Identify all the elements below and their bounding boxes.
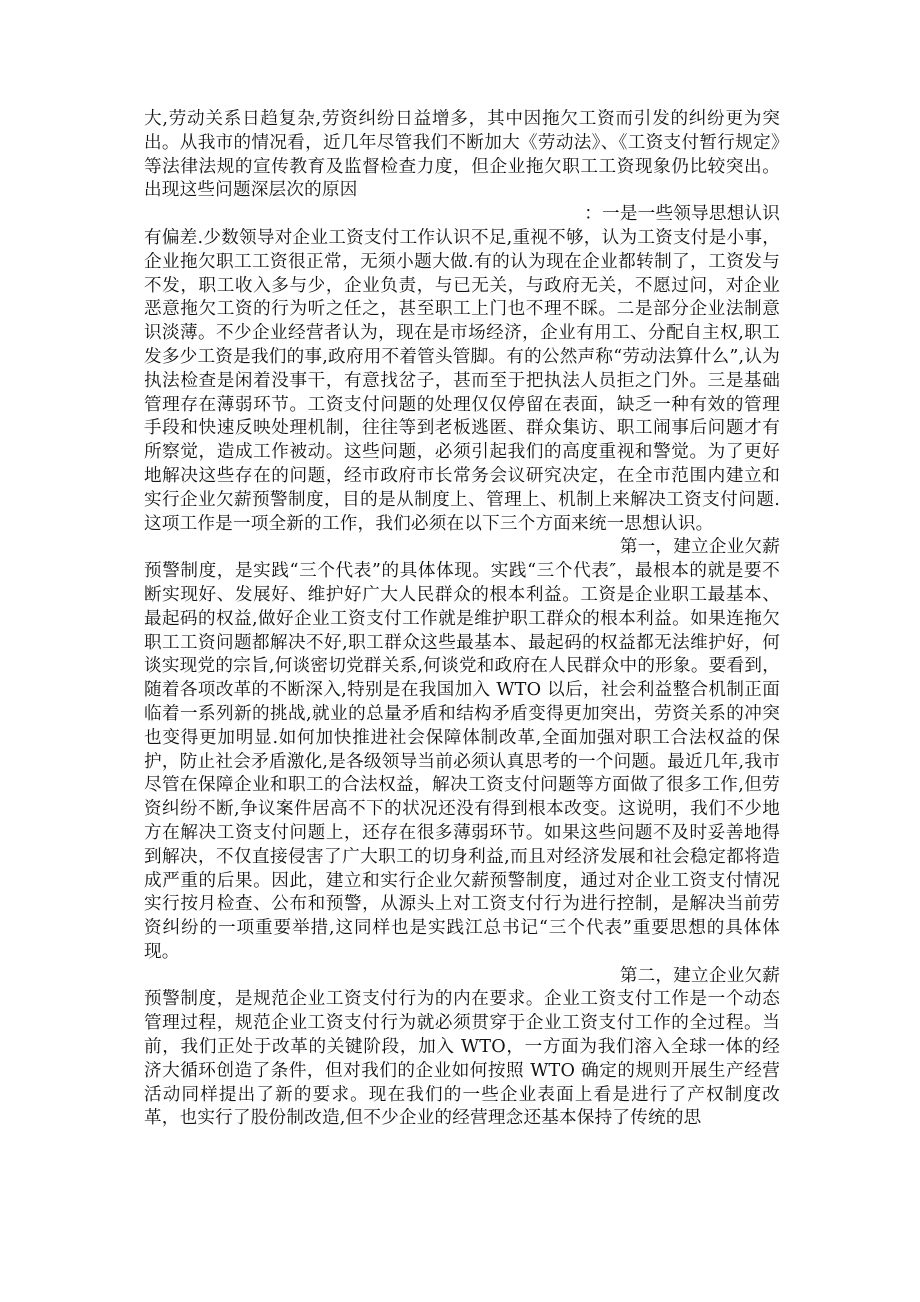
- paragraph-first-point: [144, 536, 780, 964]
- paragraph-causes-text: 有偏差.少数领导对企业工资支付工作认识不足,重视不够，认为工资支付是小事，企业拖欠职工工资很正常，无须小题大做.有的认为现在企业都转制了，工资发与不发，职工收入多与少，企业负责，与已无关，与政府无关，不愿过问，对企业恶意拖欠工资的行为听之任之，甚至职工上门也不理不睬。二是部分企业法制意识淡薄。不少企业经营者认为，现在是市场经济，企业有用工、分配自主权,职工发多少工资是我们的事,政府用不着管头管脚。有的公然声称“劳动法算什么”,认为执法检查是闲着没事干，有意找岔子，甚而至于把执法人员拒之门外。三是基础管理存在薄弱环节。工资支付问题的处理仅仅停留在表面，缺乏一种有效的管理手段和快速反映处理机制，往往等到老板逃匿、群众集访、职工闹事后问题才有所察觉，造成工作被动。这些问题，必须引起我们的高度重视和警觉。为了更好地解决这些存在的问题，经市政府市长常务会议研究决定，在全市范围内建立和实行企业欠薪预警制度，目的是从制度上、管理上、机制上来解决工资支付问题.这项工作是一项全新的工作，我们必须在以下三个方面来统一思想认识。: [144, 227, 780, 534]
- paragraph-second-point-lead: 第二，建立企业欠薪: [619, 965, 780, 986]
- paragraph-first-point-lead: 第一，建立企业欠薪: [619, 537, 780, 558]
- paragraph-intro-text: 大,劳动关系日趋复杂,劳资纠纷日益增多，其中因拖欠工资而引发的纠纷更为突出。从我市的情况看，近几年尽管我们不断加大《劳动法》、《工资支付暂行规定》等法律法规的宣传教育及监督检查力度，但企业拖欠职工工资现象仍比较突出。出现这些问题深层次的原因: [144, 109, 780, 201]
- document-body: [144, 108, 780, 1131]
- paragraph-second-point-text: 预警制度，是规范企业工资支付行为的内在要求。企业工资支付工作是一个动态管理过程，规范企业工资支付行为就必须贯穿于企业工资支付工作的全过程。当前，我们正处于改革的关键阶段，加入 WTO，一方面为我们溶入全球一体的经济大循环创造了条件，但对我们的企业如何按照 WTO 确定的规则开展生产经营活动同样提出了新的要求。现在我们的一些企业表面上看是进行了产权制度改革，也实行了股份制改造,但不少企业的经营理念还基本保持了传统的思: [144, 989, 780, 1129]
- paragraph-causes-lead: ：一是一些领导思想认识: [584, 204, 780, 225]
- paragraph-intro: [144, 108, 780, 203]
- paragraph-causes: [144, 203, 780, 536]
- paragraph-first-point-text: 预警制度，是实践“三个代表”的具体体现。实践“三个代表″，最根本的就是要不断实现好、发展好、维护好广大人民群众的根本利益。工资是企业职工最基本、最起码的权益,做好企业工资支付工作就是维护职工群众的根本利益。如果连拖欠职工工资问题都解决不好,职工群众这些最基本、最起码的权益都无法维护好，何谈实现党的宗旨,何谈密切党群关系,何谈党和政府在人民群众中的形象。要看到，随着各项改革的不断深入,特别是在我国加入 WTO 以后，社会利益整合机制正面临着一系列新的挑战,就业的总量矛盾和结构矛盾变得更加突出，劳资关系的冲突也变得更加明显.如何加快推进社会保障体制改革,全面加强对职工合法权益的保护，防止社会矛盾激化,是各级领导当前必须认真思考的一个问题。最近几年,我市尽管在保障企业和职工的合法权益，解决工资支付问题等方面做了很多工作,但劳资纠纷不断,争议案件居高不下的状况还没有得到根本改变。这说明，我们不少地方在解决工资支付问题上，还存在很多薄弱环节。如果这些问题不及时妥善地得到解决，不仅直接侵害了广大职工的切身利益,而且对经济发展和社会稳定都将造成严重的后果。因此，建立和实行企业欠薪预警制度，通过对企业工资支付情况实行按月检查、公布和预警，从源头上对工资支付行为进行控制，是解决当前劳资纠纷的一项重要举措,这同样也是实践江总书记“三个代表”重要思想的具体体现。: [144, 561, 780, 962]
- paragraph-second-point: [144, 965, 780, 1132]
